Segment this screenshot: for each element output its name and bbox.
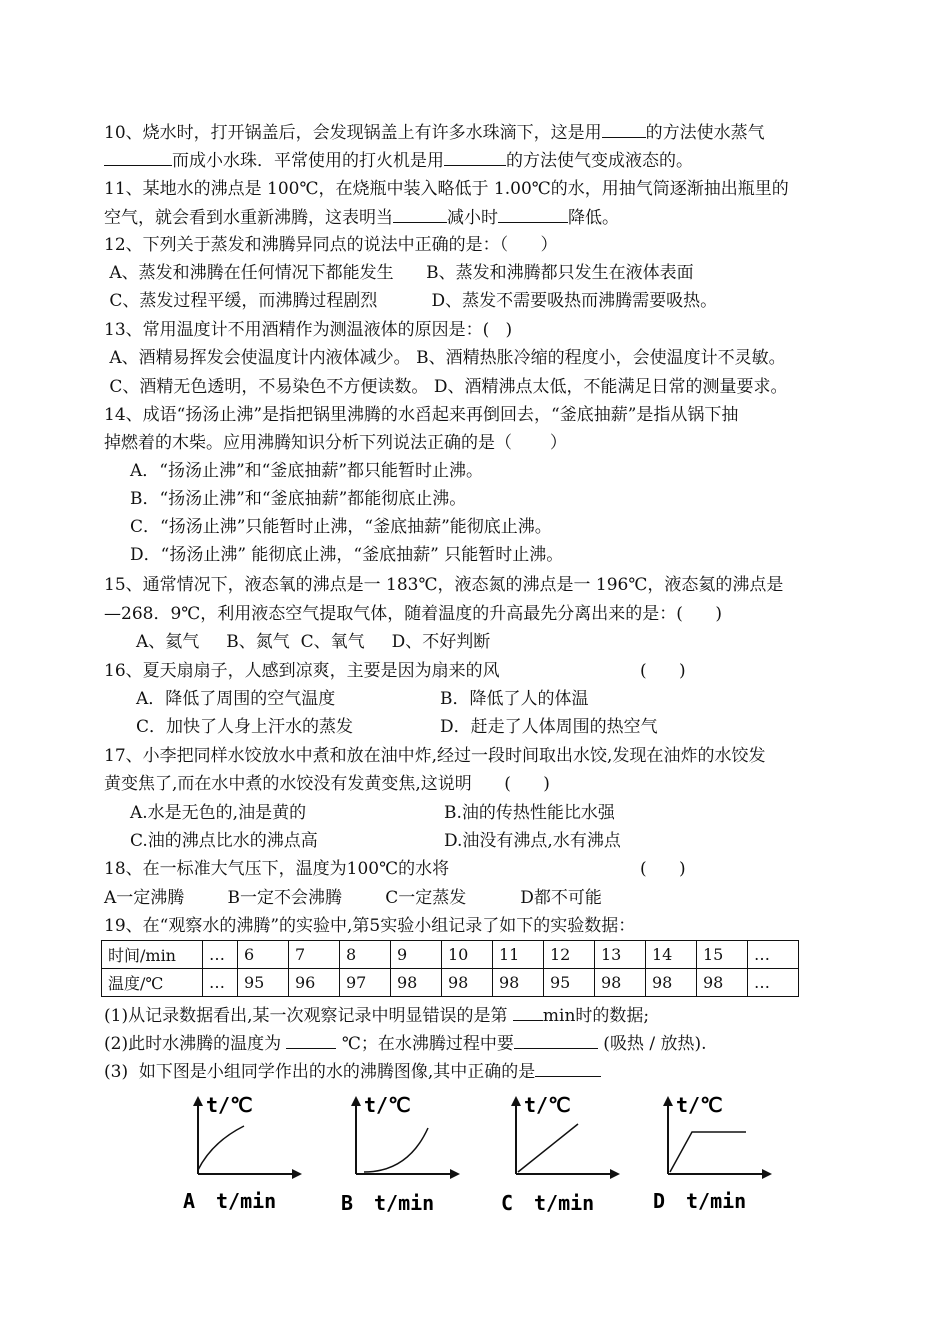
graph-c-xlabel: t/min [534,1191,595,1215]
graph-a-letter: A [183,1189,196,1213]
q14-option-a: A．“扬汤止沸”和“釜底抽薪”都只能暂时止沸。 [130,461,484,481]
q18-stem: 18、在一标准大气压下，温度为100℃的水将 [104,859,450,879]
graph-b-ylabel: t/℃ [364,1093,411,1117]
q19-blank-minute[interactable] [513,1004,543,1021]
q19-stem: 19、在“观察水的沸腾”的实验中,第5实验小组记录了如下的实验数据： [104,916,636,936]
table-row-time [102,941,799,969]
table-cell: 96 [289,969,340,997]
q11-blank2[interactable] [498,206,568,223]
graph-c-ylabel: t/℃ [524,1093,571,1117]
graph-d-line [670,1132,746,1172]
q11-line2: 空气，就会看到水重新沸腾，这表明当 减小时 降低。 [104,208,619,228]
q10-blank1[interactable] [602,121,646,138]
table-cell: 14 [646,941,697,969]
q15-line2: —268．9℃，利用液态空气提取气体，随着温度的升高最先分离出来的是：( ) [104,604,722,624]
q10-blank3[interactable] [444,149,506,166]
table-cell: 98 [391,969,442,997]
table-cell: 时间/min [102,941,203,969]
table-cell: 95 [544,969,595,997]
q15-line1: 15、通常情况下，液态氧的沸点是一 183℃，液态氮的沸点是一 196℃，液态氦的沸点是 [104,575,784,595]
q19-data-table [101,940,799,997]
q16-option-a: A．降低了周围的空气温度 [136,689,336,709]
q18-options: A一定沸腾 B一定不会沸腾 C一定蒸发 D都不可能 [104,888,602,908]
q15-options: A、氦气 B、氮气 C、氧气 D、不好判断 [136,632,491,652]
q19-blank-temp[interactable] [286,1032,336,1049]
table-cell: 13 [595,941,646,969]
q19-blank-graph[interactable] [535,1060,601,1077]
q12-stem: 12、下列关于蒸发和沸腾异同点的说法中正确的是：（ ） [104,235,558,255]
q14-option-d: D．“扬汤止沸” 能彻底止沸，“釜底抽薪” 只能暂时止沸。 [130,545,564,565]
q14-option-b: B．“扬汤止沸”和“釜底抽薪”都能彻底止沸。 [130,489,467,509]
q16-option-c: C．加快了人身上汗水的蒸发 [136,717,354,737]
graph-d-ylabel: t/℃ [676,1093,723,1117]
q14-line2: 掉燃着的木柴。应用沸腾知识分析下列说法正确的是（ ） [104,433,567,453]
q17-option-d: D.油没有沸点,水有沸点 [444,831,621,851]
q12-options-cd: C、蒸发过程平缓，而沸腾过程剧烈 D、蒸发不需要吸热而沸腾需要吸热。 [104,291,718,311]
q10-blank2[interactable] [104,149,172,166]
q16-option-b: B．降低了人的体温 [440,689,589,709]
table-cell: 15 [697,941,748,969]
graph-d-xlabel: t/min [686,1189,747,1213]
table-cell: … [203,941,238,969]
graph-c-letter: C [501,1191,514,1215]
graph-a[interactable] [178,1092,308,1217]
q10-line2: 而成小水珠．平常使用的打火机是用 的方法使气变成液态的。 [104,149,693,172]
q17-option-b: B.油的传热性能比水强 [444,803,615,823]
q14-line1: 14、成语“扬汤止沸”是指把锅里沸腾的水舀起来再倒回去，“釜底抽薪”是指从锅下抽 [104,405,739,425]
table-cell: 12 [544,941,595,969]
table-cell: … [748,969,799,997]
graph-b-curve [364,1128,428,1172]
q14-option-c: C．“扬汤止沸”只能暂时止沸，“釜底抽薪”能彻底止沸。 [130,517,552,537]
graph-c-line [518,1124,578,1172]
table-cell: 8 [340,941,391,969]
table-cell: 10 [442,941,493,969]
graph-b-letter: B [341,1191,354,1215]
q10-line1: 10、烧水时，打开锅盖后，会发现锅盖上有许多水珠滴下，这是用 的方法使水蒸气 [104,123,765,143]
graph-b-xlabel: t/min [374,1191,435,1215]
q17-option-c: C.油的沸点比水的沸点高 [130,831,318,851]
graph-d-letter: D [653,1189,666,1213]
table-cell: 9 [391,941,442,969]
q13-options-ab: A、酒精易挥发会使温度计内液体减少。 B、酒精热胀冷缩的程度小，会使温度计不灵敏。 [104,348,786,368]
q19-sub1: (1)从记录数据看出,某一次观察记录中明显错误的是第 min时的数据; [104,1006,650,1026]
q11-line1: 11、某地水的沸点是 100℃，在烧瓶中装入略低于 1.00℃的水，用抽气筒逐渐抽出瓶里的 [104,179,789,199]
q17-line1: 17、小李把同样水饺放水中煮和放在油中炸,经过一段时间取出水饺,发现在油炸的水饺发 [104,746,766,766]
q17-option-a: A.水是无色的,油是黄的 [130,803,307,823]
table-cell: 95 [238,969,289,997]
table-row-temp [102,969,799,997]
table-cell: … [203,969,238,997]
graph-a-curve [198,1126,244,1170]
table-cell: 98 [442,969,493,997]
table-cell: 温度/℃ [102,969,203,997]
q13-options-cd: C、酒精无色透明，不易染色不方便读数。 D、酒精沸点太低，不能满足日常的测量要求。 [104,377,788,397]
q19-sub3: (3) 如下图是小组同学作出的水的沸腾图像,其中正确的是 [104,1060,601,1083]
graph-a-xlabel: t/min [216,1189,277,1213]
graph-c[interactable] [496,1092,626,1217]
q18-answer-paren: ( ) [640,859,686,879]
table-cell: 97 [340,969,391,997]
table-cell: 6 [238,941,289,969]
q19-sub2: (2)此时水沸腾的温度为 ℃；在水沸腾过程中要 (吸热 / 放热). [104,1034,707,1054]
table-cell: … [748,941,799,969]
graph-d[interactable] [648,1092,778,1217]
q16-option-d: D．赶走了人体周围的热空气 [440,717,658,737]
q12-options-ab: A、蒸发和沸腾在任何情况下都能发生 B、蒸发和沸腾都只发生在液体表面 [104,263,694,283]
q19-blank-heat[interactable] [514,1032,598,1049]
table-cell: 98 [595,969,646,997]
q16-stem: 16、夏天扇扇子，人感到凉爽，主要是因为扇来的风 [104,661,500,681]
table-cell: 7 [289,941,340,969]
graph-a-ylabel: t/℃ [206,1093,253,1117]
q17-line2: 黄变焦了,而在水中煮的水饺没有发黄变焦,这说明 ( ) [104,774,550,794]
table-cell: 98 [493,969,544,997]
q16-answer-paren: ( ) [640,661,686,681]
graph-b[interactable] [336,1092,466,1217]
q11-blank1[interactable] [393,206,447,223]
table-cell: 98 [646,969,697,997]
table-cell: 11 [493,941,544,969]
q13-stem: 13、常用温度计不用酒精作为测温液体的原因是：( ) [104,320,513,340]
table-cell: 98 [697,969,748,997]
